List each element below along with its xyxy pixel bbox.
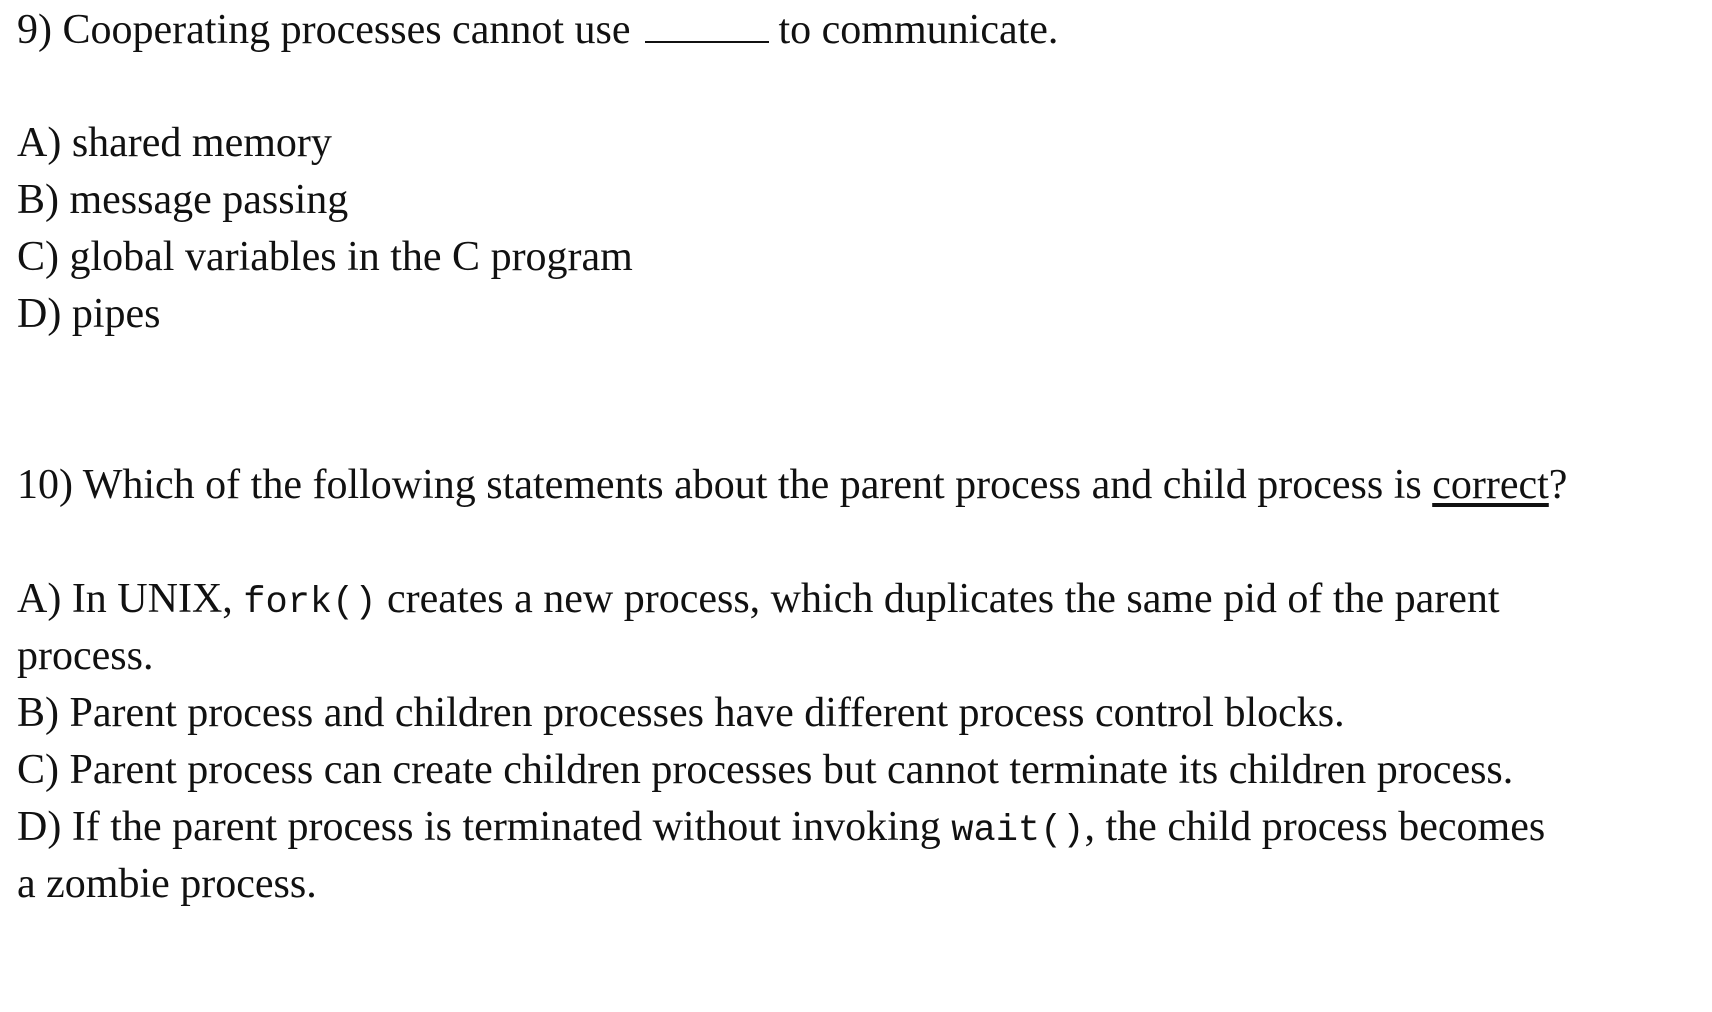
q9-answer-blank — [645, 11, 769, 43]
q10-stem — [17, 457, 1567, 513]
q9-stem — [17, 2, 1058, 58]
q10-option-a-prefix: A) In UNIX, — [17, 576, 244, 622]
q10-option-d — [17, 799, 1545, 859]
q9-option-c: C) global variables in the C program — [17, 234, 633, 280]
q9-option-b: B) message passing — [17, 177, 349, 223]
q10-option-a-code: fork() — [243, 582, 377, 624]
q10-option-d-prefix: D) If the parent process is terminated without invoking — [17, 804, 952, 850]
q10-option-a-continuation: process. — [17, 633, 154, 679]
q10-option-c: C) Parent process can create children processes but cannot terminate its children process. — [17, 747, 1514, 793]
q10-stem-emphasis: correct — [1432, 462, 1549, 508]
q10-option-a-suffix: creates a new process, which duplicates the same pid of the parent — [376, 576, 1500, 622]
q9-option-a: A) shared memory — [17, 120, 332, 166]
q10-option-d-continuation: a zombie process. — [17, 861, 317, 907]
q10-option-b: B) Parent process and children processes have different process control blocks. — [17, 690, 1345, 736]
q9-option-d: D) pipes — [17, 291, 161, 337]
q9-stem-before: 9) Cooperating processes cannot use — [17, 7, 631, 53]
q10-stem-after: ? — [1548, 462, 1568, 508]
q10-option-d-code: wait() — [951, 810, 1085, 852]
q10-option-a — [17, 571, 1500, 631]
q10-option-d-suffix: , the child process becomes — [1084, 804, 1546, 850]
q10-stem-before: 10) Which of the following statements about the parent process and child process is — [17, 462, 1433, 508]
q9-stem-after: to communicate. — [778, 7, 1059, 53]
